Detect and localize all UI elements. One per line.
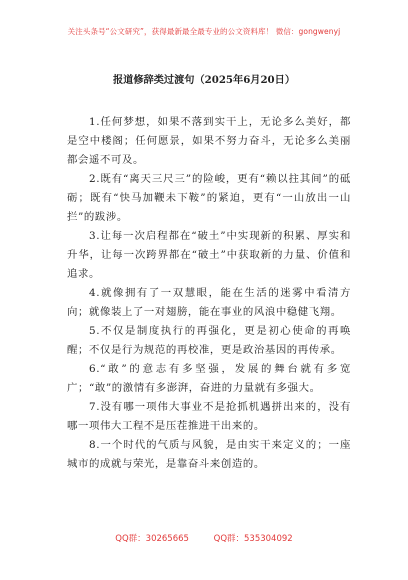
paragraph-3: 3.让每一次启程都在“破土”中实现新的积累、厚实和升华，让每一次跨界都在“破土”中获取新的力量、价值和追求。	[67, 230, 351, 280]
footer-qq-group-1: QQ群：30265665	[115, 534, 189, 544]
paragraph-6: 6.“敢”的意志有多坚强，发展的舞台就有多宽广；“敢”的激情有多澎湃，奋进的力量就有多强大。	[67, 363, 351, 394]
footer-contact	[0, 532, 408, 544]
header-promo-note: 关注头条号“公文研究”，获得最新最全最专业的公文资料库！ 微信：gongwenyj	[67, 27, 341, 36]
paragraph-8: 8.一个时代的气质与风貌，是由实干来定义的；一座城市的成就与荣光，是靠奋斗来创造的。	[67, 439, 351, 470]
paragraph-7: 7.没有哪一项伟大事业不是抢抓机遇拼出来的，没有哪一项伟大工程不是压茬推进干出来的。	[67, 401, 351, 432]
paragraph-1: 1.任何梦想，如果不落到实干上，无论多么美好，都是空中楼阁；任何愿景，如果不努力奋斗，无论多么美丽都会遥不可及。	[67, 116, 351, 166]
paragraph-4: 4.就像拥有了一双慧眼，能在生活的迷雾中看清方向；就像装上了一对翅膀，能在事业的风浪中稳健飞翔。	[67, 287, 351, 318]
document-body	[67, 113, 351, 474]
paragraph-5: 5.不仅是制度执行的再强化，更是初心使命的再唤醒；不仅是行为规范的再校准，更是政治基因的再传承。	[67, 325, 351, 356]
footer-qq-group-2: QQ群：535304092	[213, 534, 293, 544]
document-title: 报道修辞类过渡句（2025年6月20日）	[112, 74, 296, 86]
paragraph-2: 2.既有“离天三尺三”的险峻，更有“赖以拄其间”的砥砺；既有“快马加鞭未下鞍”的紧迫，更有“一山放出一山拦”的跋涉。	[67, 173, 351, 223]
